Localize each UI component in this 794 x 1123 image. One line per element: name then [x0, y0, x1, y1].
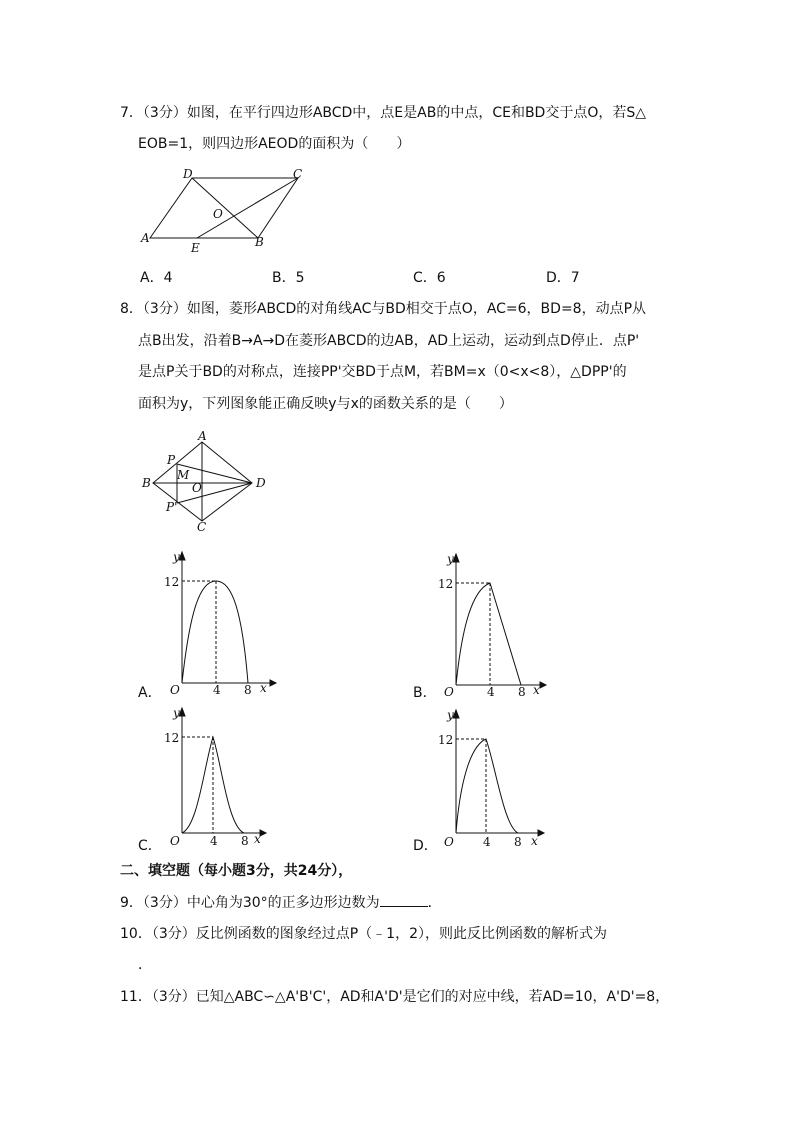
- q7-label-c: C: [293, 167, 303, 181]
- graph-d-origin-label: O: [444, 835, 454, 849]
- graph-b-y-label: y: [447, 552, 454, 566]
- q8-line3: 是点P关于BD的对称点，连接PP'交BD于点M，若BM=x（0<x<8），△DPP'的: [138, 364, 627, 380]
- q7-line1: 7．（3分）如图，在平行四边形ABCD中，点E是AB的中点，CE和BD交于点O，若S△: [120, 105, 647, 121]
- q8-option-d: D．: [413, 838, 438, 854]
- q8-label-a: A: [198, 429, 207, 443]
- q8-graph-b: [434, 552, 549, 697]
- q8-graph-d: [434, 708, 549, 853]
- q7-line2: EOB=1，则四边形AEOD的面积为（ ）: [138, 136, 411, 152]
- graph-b-4-label: 4: [487, 685, 495, 699]
- graph-c-origin-label: O: [170, 834, 180, 848]
- q10-end: ．: [138, 957, 152, 973]
- graph-a-8-label: 8: [244, 683, 252, 697]
- q8-line2: 点B出发，沿着B→A→D在菱形ABCD的边AB，AD上运动，运动到点D停止．点P': [138, 333, 640, 349]
- q8-label-o: O: [192, 481, 202, 495]
- q9-text: 9．（3分）中心角为30°的正多边形边数为: [120, 895, 380, 911]
- graph-a-x-label: x: [260, 681, 267, 695]
- q7-label-o: O: [213, 207, 223, 221]
- graph-d-x-label: x: [531, 834, 538, 848]
- q7-option-d: D．7: [546, 270, 580, 286]
- q8-graph-a: [160, 550, 275, 695]
- q8-label-d: D: [256, 476, 266, 490]
- q7-label-d: D: [183, 167, 193, 181]
- q8-label-c: C: [197, 520, 207, 534]
- graph-b-12-label: 12: [438, 577, 454, 591]
- graph-b-x-label: x: [533, 683, 540, 697]
- q8-line4: 面积为y，下列图象能正确反映y与x的函数关系的是（ ）: [138, 396, 513, 412]
- q9-answer-blank[interactable]: [380, 892, 428, 907]
- graph-c-12-label: 12: [164, 731, 180, 745]
- graph-a-4-label: 4: [213, 683, 221, 697]
- q9-line: [120, 892, 442, 913]
- graph-a-origin-label: O: [170, 683, 180, 697]
- graph-d-y-label: y: [447, 708, 454, 722]
- graph-d-8-label: 8: [514, 835, 522, 849]
- graph-c-4-label: 4: [210, 834, 218, 848]
- q7-option-b: B．5: [272, 270, 305, 286]
- graph-c-8-label: 8: [241, 834, 249, 848]
- q8-label-p: P: [167, 453, 176, 467]
- q7-option-a: A．4: [140, 270, 173, 286]
- q10-line: 10．（3分）反比例函数的图象经过点P（﹣1，2），则此反比例函数的解析式为: [120, 926, 607, 942]
- q8-label-p-prime: P': [166, 500, 178, 514]
- q7-label-b: B: [255, 235, 264, 249]
- q11-line: 11．（3分）已知△ABC∽△A'B'C'，AD和A'D'是它们的对应中线，若AD=10，A'D'=8，: [120, 989, 670, 1005]
- q8-label-b: B: [142, 476, 151, 490]
- q8-graph-c: [160, 706, 275, 851]
- q8-option-b: B．: [413, 685, 437, 701]
- graph-b-8-label: 8: [518, 685, 526, 699]
- graph-d-12-label: 12: [438, 733, 454, 747]
- section-2-title: 二、填空题（每小题3分，共24分），: [120, 863, 353, 879]
- q7-label-a: A: [141, 231, 150, 245]
- q8-rhombus-figure: [140, 428, 275, 538]
- q7-parallelogram-figure: [140, 168, 320, 258]
- graph-c-y-label: y: [173, 706, 180, 720]
- graph-d-4-label: 4: [483, 835, 491, 849]
- q8-label-m: M: [177, 468, 190, 482]
- q8-option-c: C．: [138, 838, 162, 854]
- q8-line1: 8．（3分）如图，菱形ABCD的对角线AC与BD相交于点O，AC=6，BD=8，动点P从: [120, 301, 647, 317]
- q8-option-a: A．: [138, 685, 162, 701]
- graph-a-12-label: 12: [164, 575, 180, 589]
- q7-option-c: C．6: [413, 270, 446, 286]
- graph-a-y-label: y: [173, 550, 180, 564]
- q7-label-e: E: [191, 241, 200, 255]
- graph-b-origin-label: O: [444, 685, 454, 699]
- graph-c-x-label: x: [254, 832, 261, 846]
- q9-end: ．: [427, 895, 442, 911]
